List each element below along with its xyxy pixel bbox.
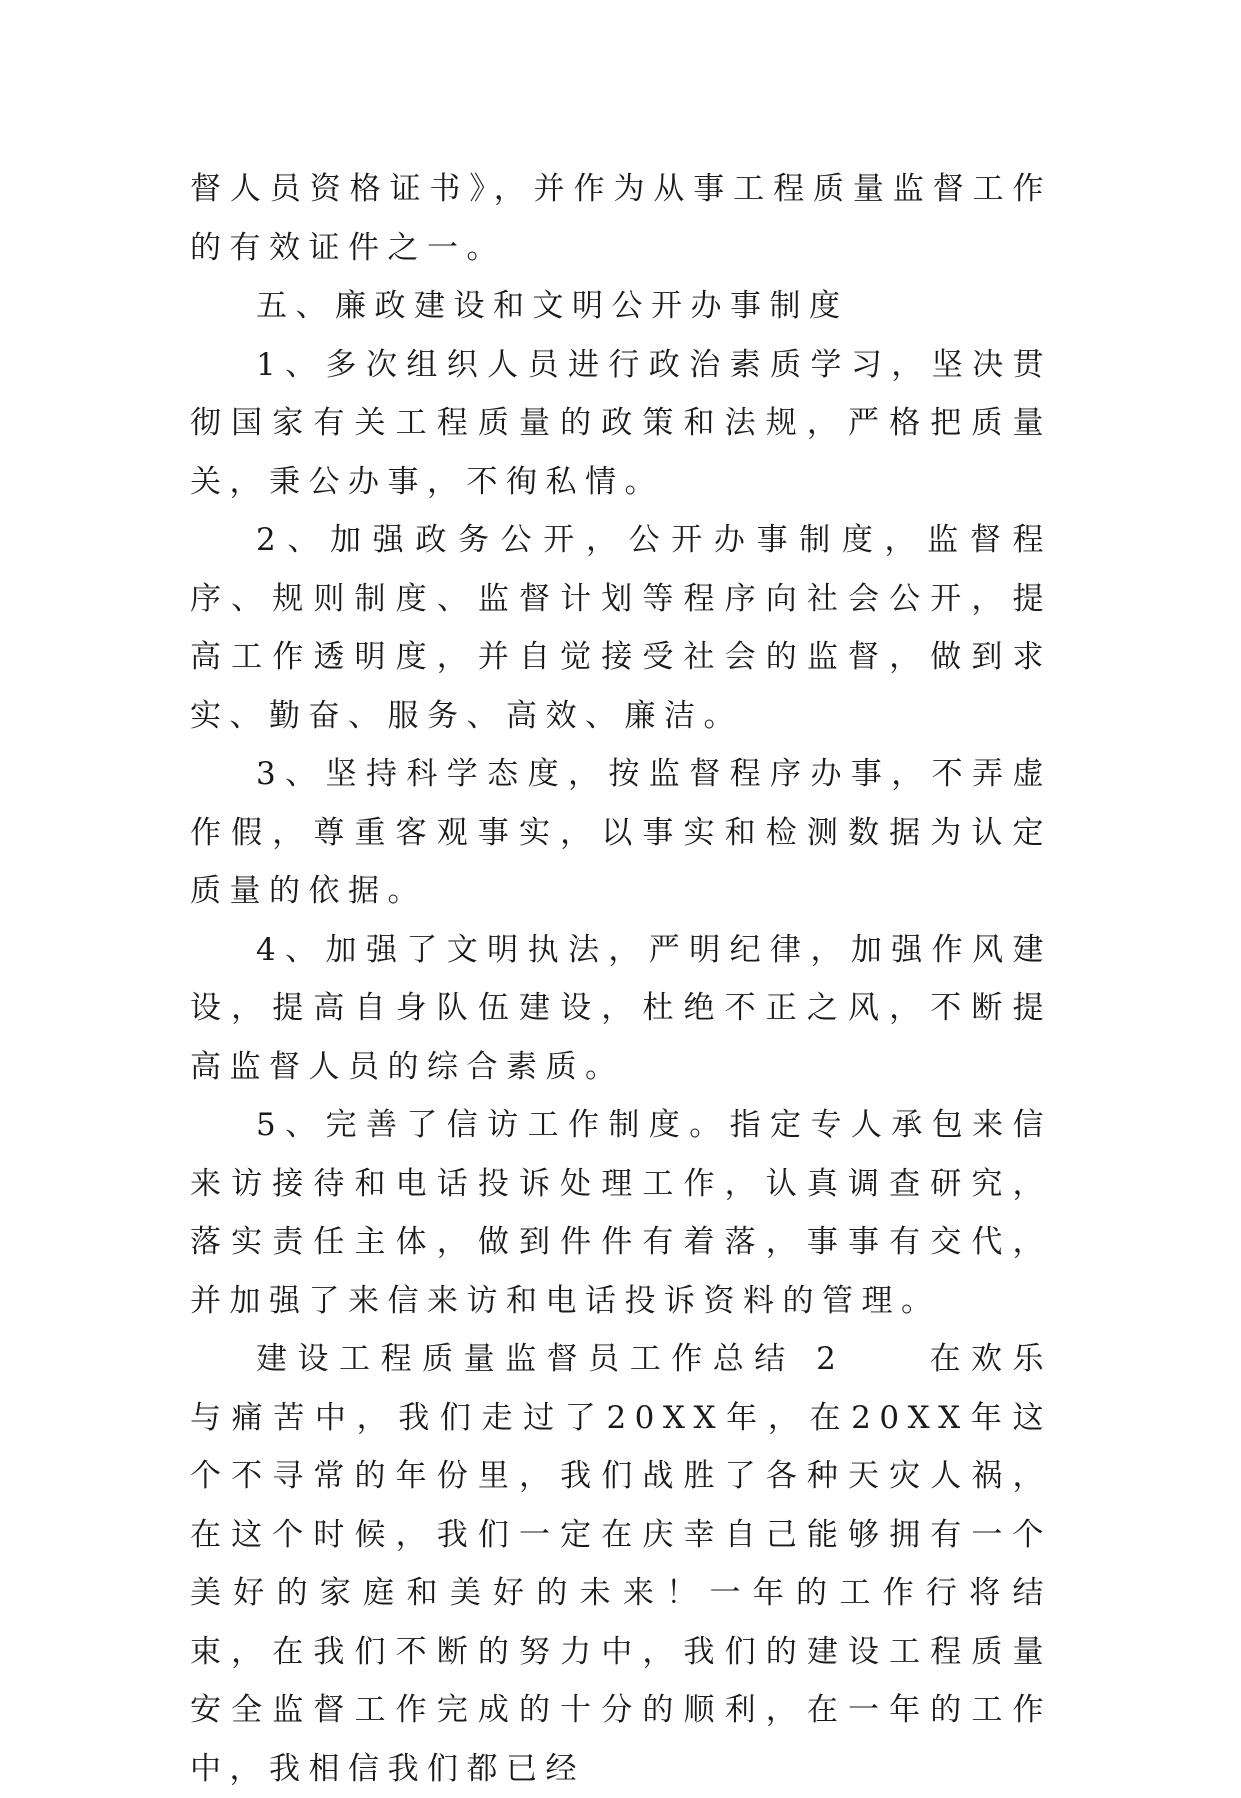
paragraph-item-5: 5、完善了信访工作制度。指定专人承包来信来访接待和电话投诉处理工作，认真调查研究，落实责任主体，做到件件有着落，事事有交代，并加强了来信来访和电话投诉资料的管理。 <box>190 1107 1052 1319</box>
section-heading-integrity: 五、廉政建设和文明公开办事制度 <box>256 288 849 324</box>
paragraph-item-2: 2、加强政务公开，公开办事制度，监督程序、规则制度、监督计划等程序向社会公开，提高工作透明度，并自觉接受社会的监督，做到求实、勤奋、服务、高效、廉洁。 <box>190 522 1052 734</box>
paragraph-certificate: 督人员资格证书》，并作为从事工程质量监督工作的有效证件之一。 <box>190 171 1052 266</box>
paragraph-item-1: 1、多次组织人员进行政治素质学习，坚决贯彻国家有关工程质量的政策和法规，严格把质量关，秉公办事，不徇私情。 <box>190 346 1052 500</box>
paragraph-item-3: 3、坚持科学态度，按监督程序办事，不弄虚作假，尊重客观事实，以事实和检测数据为认定质量的依据。 <box>190 756 1052 909</box>
paragraph-item-4: 4、加强了文明执法，严明纪律，加强作风建设，提高自身队伍建设，杜绝不正之风，不断提高监督人员的综合素质。 <box>190 931 1052 1085</box>
paragraph-summary-2: 建设工程质量监督员工作总结 2 在欢乐与痛苦中，我们走过了20XX年，在20XX年这个不寻常的年份里，我们战胜了各种天灾人祸，在这个时候，我们一定在庆幸自己能够拥有一个美好的家庭和美好的未来！一年的工作行将结束，在我们不断的努力中，我们的建设工程质量安全监督工作完成的十分的顺利，在一年的工作中，我相信我们都已经 <box>190 1341 1052 1787</box>
document-body <box>190 160 1052 1798</box>
